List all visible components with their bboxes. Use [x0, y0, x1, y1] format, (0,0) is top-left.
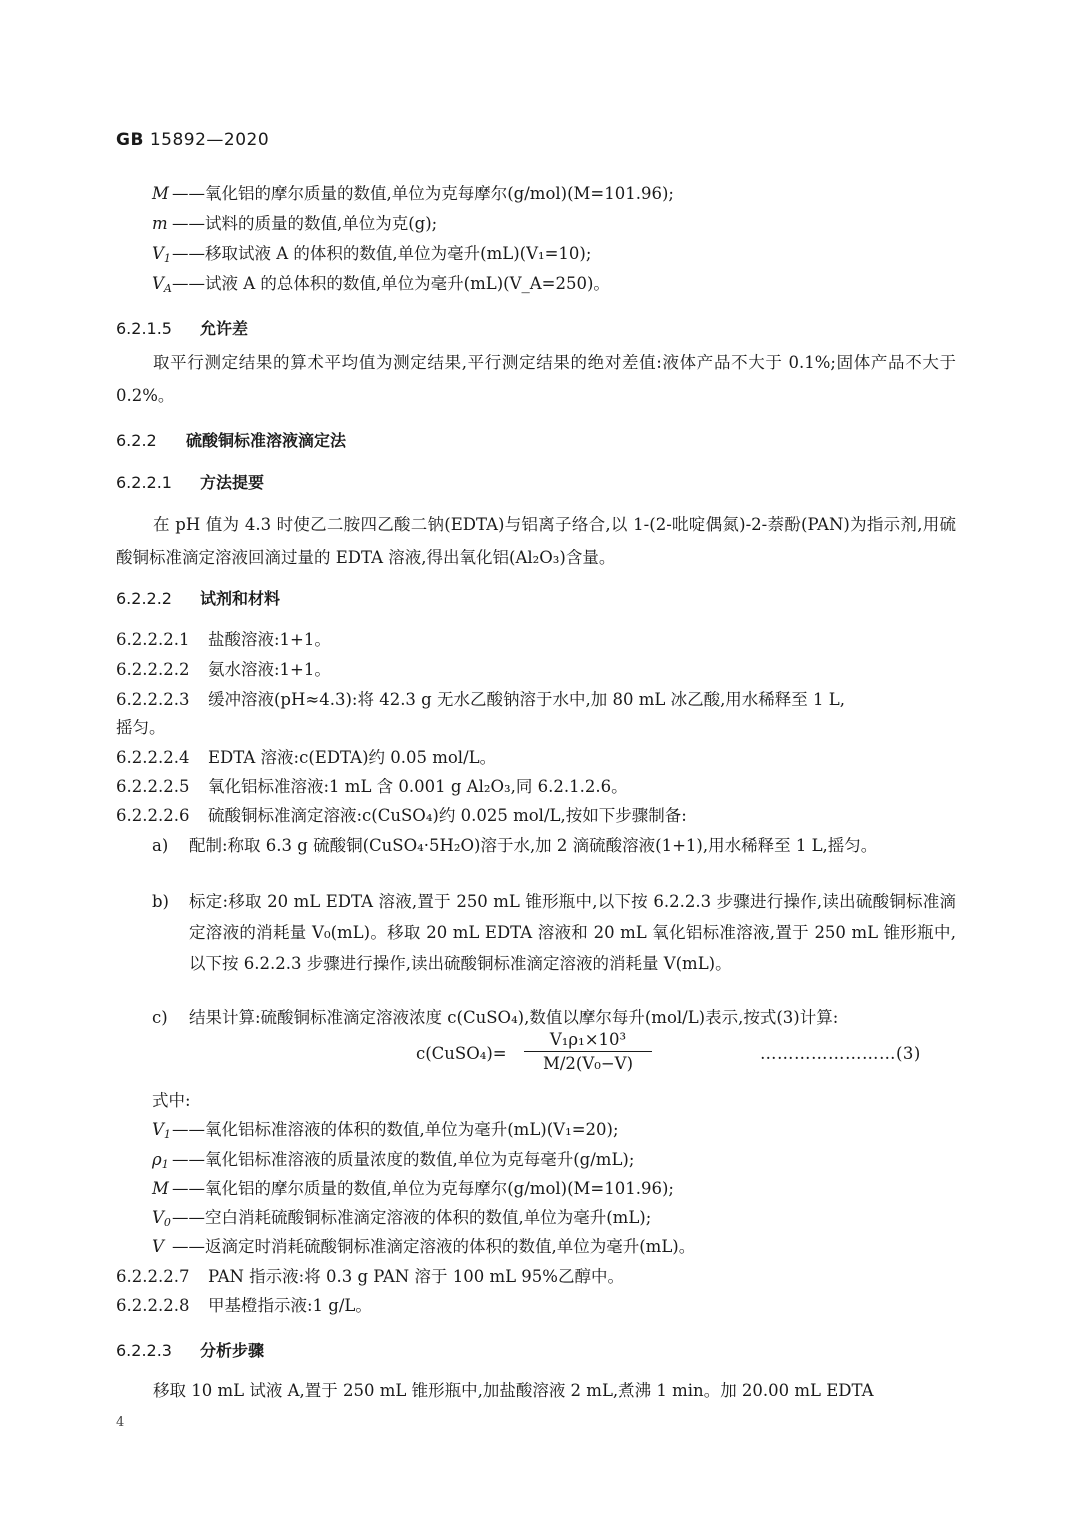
standard-prefix: GB: [116, 130, 144, 150]
definition-rho1: $\rho_1$ ——氧化铝标准溶液的质量浓度的数值,单位为克每毫升(g/mL);: [152, 1150, 635, 1171]
definition-V1: $V_1——$移取试液 A 的体积的数值,单位为毫升(mL)(V₁=10);: [152, 244, 592, 265]
reagent-item: 6.2.2.2.2 氨水溶液:1+1。: [116, 660, 331, 679]
reagent-item: 6.2.2.2.4 EDTA 溶液:c(EDTA)约 0.05 mol/L。: [116, 748, 497, 767]
definition-M: M ——氧化铝的摩尔质量的数值,单位为克每摩尔(g/mol)(M=101.96);: [152, 1179, 674, 1198]
definition-M: M ——氧化铝的摩尔质量的数值,单位为克每摩尔(g/mol)(M=101.96);: [152, 184, 674, 203]
reagent-item-continuation: 摇匀。: [116, 718, 166, 737]
reagent-item: 6.2.2.2.6 硫酸铜标准滴定溶液:c(CuSO₄)约 0.025 mol/L,按如下步骤制备:: [116, 806, 687, 825]
reagent-item: 6.2.2.2.5 氧化铝标准溶液:1 mL 含 0.001 g Al₂O₃,同 6.2.1.2.6。: [116, 777, 628, 796]
reagent-item: 6.2.2.2.7 PAN 指示液:将 0.3 g PAN 溶于 100 mL 95%乙醇中。: [116, 1267, 624, 1286]
section-heading-6-2-2: 6.2.2 硫酸铜标准溶液滴定法: [116, 431, 347, 450]
list-item-c: c) 结果计算:硫酸铜标准滴定溶液浓度 c(CuSO₄),数值以摩尔每升(mol/L)表示,按式(3)计算:: [152, 1008, 839, 1027]
standard-code: 15892—2020: [149, 130, 270, 150]
section-heading-6-2-2-2: 6.2.2.2 试剂和材料: [116, 589, 281, 608]
definition-m: m ——试料的质量的数值,单位为克(g);: [152, 214, 438, 233]
formula-3: [416, 1030, 956, 1080]
section-heading-6-2-2-1: 6.2.2.1 方法提要: [116, 473, 265, 492]
formula-denominator: M/2(V₀−V): [542, 1054, 634, 1073]
formula-number: ……………………(3): [760, 1044, 921, 1063]
formula-numerator: V₁ρ₁×10³: [524, 1030, 652, 1052]
formula-fraction: [524, 1030, 652, 1073]
paragraph-analysis-steps: 移取 10 mL 试液 A,置于 250 mL 锥形瓶中,加盐酸溶液 2 mL,煮沸 1 min。加 20.00 mL EDTA: [153, 1381, 874, 1400]
section-heading-6-2-2-3: 6.2.2.3 分析步骤: [116, 1341, 265, 1360]
definition-VA: $V_A——$试液 A 的总体积的数值,单位为毫升(mL)(V_A=250)。: [152, 274, 610, 295]
reagent-item: 6.2.2.2.8 甲基橙指示液:1 g/L。: [116, 1296, 372, 1315]
reagent-item: 6.2.2.2.1 盐酸溶液:1+1。: [116, 630, 331, 649]
reagent-item: 6.2.2.2.3 缓冲溶液(pH≈4.3):将 42.3 g 无水乙酸钠溶于水中,加 80 mL 冰乙酸,用水稀释至 1 L,: [116, 690, 845, 709]
definition-V0: $V_0——$空白消耗硫酸铜标准滴定溶液的体积的数值,单位为毫升(mL);: [152, 1208, 652, 1229]
section-heading-6-2-1-5: 6.2.1.5 允许差: [116, 319, 249, 338]
list-item-b: b) 标定:移取 20 mL EDTA 溶液,置于 250 mL 锥形瓶中,以下按 6.2.2.3 步骤进行操作,读出硫酸铜标准滴定溶液的消耗量 V₀(mL)。移取 20 mL EDTA 溶液和 20 mL 氧化铝标准溶液,置于 250 mL 锥形瓶中,以下按 6.2.2.3 步骤进行操作,读出硫酸铜标准滴定溶液的消耗量 V(mL)。: [152, 892, 956, 973]
formula-lhs: c(CuSO₄)=: [416, 1044, 507, 1063]
paragraph-tolerance: 取平行测定结果的算术平均值为测定结果,平行测定结果的绝对差值:液体产品不大于 0.1%;固体产品不大于 0.2%。: [116, 353, 956, 405]
paragraph-method-summary: 在 pH 值为 4.3 时使乙二胺四乙酸二钠(EDTA)与铝离子络合,以 1-(2-吡啶偶氮)-2-萘酚(PAN)为指示剂,用硫酸铜标准滴定溶液回滴过量的 EDTA 溶液,得出氧化铝(Al₂O₃)含量。: [116, 515, 956, 567]
standard-header: [116, 130, 269, 150]
where-label: 式中:: [152, 1091, 191, 1110]
definition-V: V ——返滴定时消耗硫酸铜标准滴定溶液的体积的数值,单位为毫升(mL)。: [152, 1237, 696, 1256]
list-item-a: a) 配制:称取 6.3 g 硫酸铜(CuSO₄·5H₂O)溶于水,加 2 滴硫酸溶液(1+1),用水稀释至 1 L,摇匀。: [152, 836, 878, 855]
page-number: 4: [116, 1415, 125, 1430]
definition-V1: $V_1——$氧化铝标准溶液的体积的数值,单位为毫升(mL)(V₁=20);: [152, 1120, 619, 1141]
